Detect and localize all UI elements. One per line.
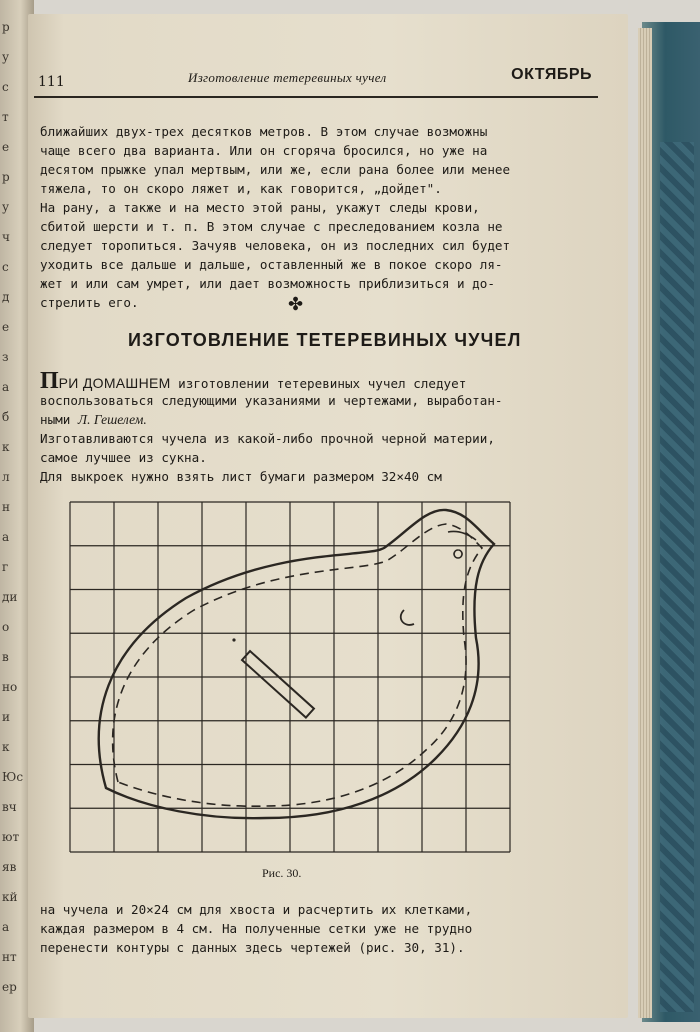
intro-paragraph bbox=[40, 368, 596, 486]
cover-texture bbox=[660, 142, 694, 1012]
text-line: перенести контуры с данных здесь чертежей (рис. 30, 31). bbox=[40, 940, 465, 955]
facing-page-fragment: з bbox=[2, 350, 9, 364]
section-title: ИЗГОТОВЛЕНИЕ ТЕТЕРЕВИНЫХ ЧУЧЕЛ bbox=[128, 330, 522, 350]
text-line: чаще всего два варианта. Или он сгоряча бросился, но уже на bbox=[40, 143, 488, 158]
facing-page-fragment: к bbox=[2, 740, 10, 754]
running-head-title: Изготовление тетеревиных чучел bbox=[188, 70, 387, 85]
facing-page-fragment: б bbox=[2, 410, 10, 424]
facing-page-fragment: т bbox=[2, 110, 9, 124]
text-line: Для выкроек нужно взять лист бумаги размером 32×40 см bbox=[40, 469, 442, 484]
section-ornament-icon: ✤ bbox=[288, 294, 304, 315]
caps-lead: РИ ДОМАШНЕМ bbox=[58, 375, 171, 391]
facing-page-fragment: ют bbox=[2, 830, 20, 844]
facing-page-fragment: яв bbox=[2, 860, 17, 874]
facing-page-fragment: н bbox=[2, 500, 10, 514]
text-line: сбитой шерсти и т. п. В этом случае с преследованием козла не bbox=[40, 219, 503, 234]
text-line: воспользоваться следующими указаниями и чертежами, выработан- bbox=[40, 393, 503, 408]
facing-page-fragment: и bbox=[2, 710, 10, 724]
pattern-figure bbox=[66, 488, 516, 860]
text-run: изготовлении тетеревиных чучел следует bbox=[170, 376, 467, 391]
page-number: 111 bbox=[38, 74, 65, 90]
facing-page-fragment: с bbox=[2, 80, 9, 94]
running-head-month: ОКТЯБРЬ bbox=[511, 66, 592, 83]
facing-page-fragment: вч bbox=[2, 800, 17, 814]
text-line: десятом прыжке упал мертвым, или же, если рана более или менее bbox=[40, 162, 511, 177]
text-line: На рану, а также и на место этой раны, укажут следы крови, bbox=[40, 200, 480, 215]
facing-page-fragment: у bbox=[2, 50, 10, 64]
text-line bbox=[40, 368, 596, 394]
facing-page-fragment: у bbox=[2, 200, 10, 214]
facing-page-fragment: а bbox=[2, 380, 10, 394]
slot-mark bbox=[242, 651, 314, 717]
book-page bbox=[28, 14, 628, 1018]
text-line: уходить все дальше и дальше, оставленный же в покое скоро ля- bbox=[40, 257, 503, 272]
text-line: следует торопиться. Зачуяв человека, он из последних сил будет bbox=[40, 238, 511, 253]
facing-page-fragment: о bbox=[2, 620, 10, 634]
text-line: самое лучшее из сукна. bbox=[40, 450, 207, 465]
facing-page-fragment: е bbox=[2, 140, 10, 154]
facing-page-fragment: с bbox=[2, 260, 9, 274]
facing-page-fragment: нт bbox=[2, 950, 17, 964]
facing-page-fragment: в bbox=[2, 650, 9, 664]
page-block-edges bbox=[638, 28, 652, 1018]
running-head bbox=[38, 66, 598, 88]
text-run: ными bbox=[40, 412, 78, 427]
text-line: на чучела и 20×24 см для хвоста и расчертить их клетками, bbox=[40, 902, 473, 917]
facing-page-fragment: р bbox=[2, 20, 10, 34]
text-line: тяжела, то он скоро ляжет и, как говорится, „дойдет". bbox=[40, 181, 442, 196]
facing-page-fragment: л bbox=[2, 470, 10, 484]
facing-page-fragment: но bbox=[2, 680, 18, 694]
text-line: Изготавливаются чучела из какой-либо прочной черной материи, bbox=[40, 431, 495, 446]
text-line: ближайших двух-трех десятков метров. В этом случае возможны bbox=[40, 124, 488, 139]
facing-page-fragment: а bbox=[2, 920, 10, 934]
author-name: Л. Гешелем. bbox=[77, 412, 147, 427]
figure-caption: Рис. 30. bbox=[262, 866, 302, 880]
facing-page-fragment: Юс bbox=[2, 770, 24, 784]
text-line bbox=[40, 410, 596, 429]
center-dot bbox=[232, 638, 235, 641]
text-line: стрелить его. bbox=[40, 295, 139, 310]
text-line: жет и или сам умрет, или дает возможность приблизиться и до- bbox=[40, 276, 495, 291]
drop-cap: П bbox=[40, 368, 59, 394]
facing-page-fragment: г bbox=[2, 560, 9, 574]
wing-mark bbox=[401, 610, 414, 625]
facing-page-fragment: ди bbox=[2, 590, 18, 604]
facing-page-fragment: ч bbox=[2, 230, 10, 244]
header-rule bbox=[34, 96, 598, 98]
facing-page-fragment: ер bbox=[2, 980, 17, 994]
facing-page-fragment: р bbox=[2, 170, 10, 184]
bottom-paragraph bbox=[40, 900, 596, 957]
facing-page-fragment: к bbox=[2, 440, 10, 454]
facing-page-fragment: е bbox=[2, 320, 10, 334]
seam-allowance-line bbox=[113, 524, 482, 806]
facing-page-fragment: а bbox=[2, 530, 10, 544]
eye-mark bbox=[454, 550, 462, 558]
text-line: каждая размером в 4 см. На полученные сетки уже не трудно bbox=[40, 921, 473, 936]
top-paragraph bbox=[40, 122, 596, 312]
facing-page-fragment: д bbox=[2, 290, 10, 304]
facing-page-fragment: кй bbox=[2, 890, 18, 904]
